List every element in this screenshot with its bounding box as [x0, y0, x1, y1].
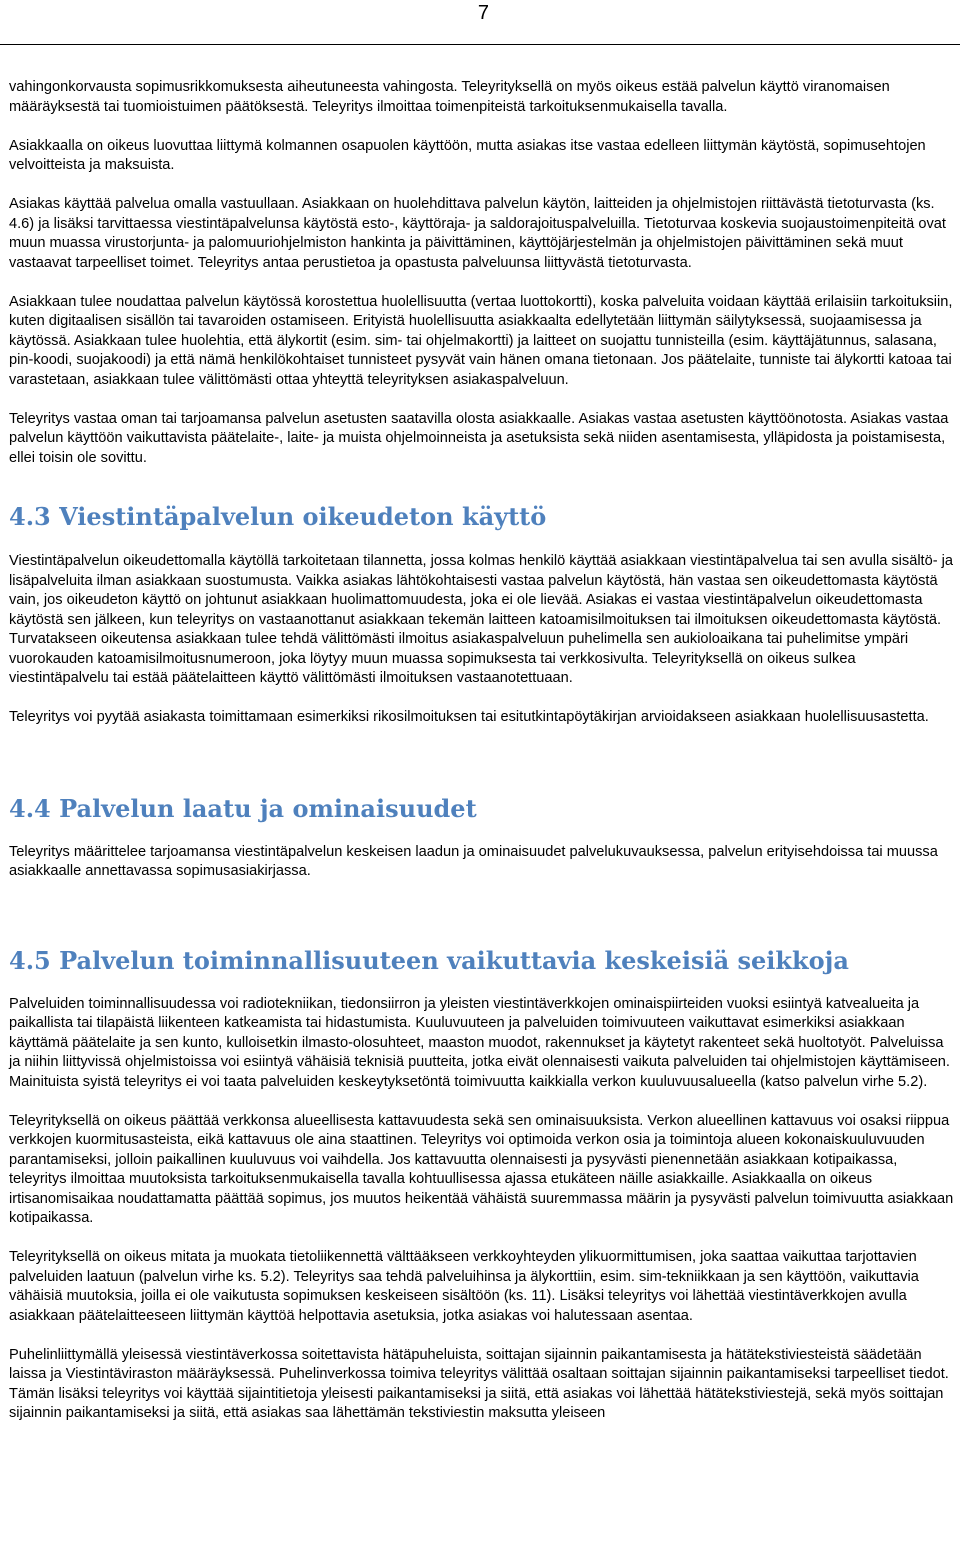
section-heading-4-4: 4.4 Palvelun laatu ja ominaisuudet — [9, 793, 477, 823]
section-heading-4-3: 4.3 Viestintäpalvelun oikeudeton käyttö — [9, 502, 547, 531]
paragraph: vahingonkorvausta sopimusrikkomuksesta aiheutuneesta vahingosta. Teleyrityksellä on myös oikeus estää palvelun käyttö viranomaisen määräyksestä tai tuomioistuimen päätöksestä. Teleyritys ilmoittaa toimenpiteistä tarkoituksenmukaisella tavalla. — [9, 79, 890, 115]
section-heading-4-5: 4.5 Palvelun toiminnallisuuteen vaikuttavia keskeisiä seikkoja — [9, 945, 849, 975]
paragraph: Asiakkaan tulee noudattaa palvelun käytössä korostettua huolellisuutta (vertaa luottokortti), koska palveluita voidaan käyttää erilaisiin tarkoituksiin, kuten digitaalisen sisällön tai tavaroiden ostamiseen. Erityistä huolellisuutta asiakkaalta edellytetään liittymän säilytyksessä, suojaamisessa ja käytössä. Asiakkaan tulee huolehtia, että älykortit (esim. sim- tai ohjelmakortti) ja laitteet on suojattu tunnisteilla (esim. käyttäjätunnus, salasana, pin-koodi, suojakoodi) ja että nämä henkilökohtaiset tunnisteet pysyvät vain hänen omana tietonaan. Jos päätelaite, tunniste tai älykortti katoaa tai varastetaan, asiakkaan tulee välittömästi ottaa yhteyttä teleyrityksen asiakaspalveluun. — [9, 293, 953, 388]
paragraph: Teleyritys voi pyytää asiakasta toimittamaan esimerkiksi rikosilmoituksen tai esitutkintapöytäkirjan arvioidakseen asiakkaan huolellisuusastetta. — [9, 709, 929, 725]
page-number: 7 — [477, 2, 489, 24]
paragraph: Teleyrityksellä on oikeus mitata ja muokata tietoliikennettä välttääkseen verkkoyhteyden ylikuormittumisen, joka saattaa vaikuttaa tarjottavien palveluiden laatuun (palvelun virhe ks. 5.2). Teleyritys saa tehdä palveluihinsa ja älykorttiin, esim. sim-tekniikkaan ja sen käyttöön, vaikuttavia vähäisiä muutoksia, joilla ei ole vaikutusta sopimuksen keskeiseen sisältöön (ks. 11). Lisäksi teleyritys voi lähettää viestintäverkkojen avulla asiakkaan päätelaitteeseen liittymän käyttöä helpottavia asetuksia, jotka asiakas voi halutessaan asentaa. — [9, 1249, 919, 1324]
paragraph: Puhelinliittymällä yleisessä viestintäverkossa soitettavista hätäpuheluista, soittajan sijainnin paikantamisesta ja hätätekstiviesteistä säädetään laissa ja Viestintäviraston määräyksessä. Puhelinverkossa toimiva teleyritys välittää osaltaan soittajan sijainnin paikantamiseksi tarpeelliset tiedot. Tämän lisäksi teleyritys voi käyttää sijaintitietoja yleisesti paikantamiseksi ja siitä, että asiakas voi lähettää hätätekstiviestejä, sekä myös soittajan sijainnin paikantamiseksi ja siitä, että asiakas saa lähettämän tekstiviestin maksutta yleiseen — [9, 1346, 949, 1421]
document-body — [9, 78, 955, 1443]
header-divider — [0, 44, 960, 45]
paragraph: Asiakas käyttää palvelua omalla vastuullaan. Asiakkaan on huolehdittava palvelun käytön, laitteiden ja ohjelmistojen riittävästä tietoturvasta (ks. 4.6) ja lisäksi tarvittaessa viestintäpalvelunsa käytöstä esto-, käyttöraja- ja saldorajoituspalveluilla. Tietoturvaa koskevia suojaustoimenpiteitä ovat muun muassa virustorjunta- ja palomuuriohjelmiston hankinta ja päivittäminen, käyttöjärjestelmän ja ohjelmistojen päivittäminen sekä muut vastaavat tarpeelliset toimet. Teleyritys antaa perustietoa ja opastusta palveluunsa liittyvästä tietoturvasta. — [9, 196, 946, 271]
paragraph: Teleyrityksellä on oikeus päättää verkkonsa alueellisesta kattavuudesta sekä sen ominaisuuksista. Verkon alueellinen kattavuus voi osaksi riippua verkkojen kuormitusasteista, eikä kattavuus ole aina staattinen. Teleyritys voi optimoida verkon osia ja toimintoja alueen kokonaiskuuluvuuden parantamiseksi, jolloin paikallinen kuuluvuus voi vaihdella. Jos kattavuutta olennaisesti ja pysyvästi pienennetään asiakkaan kotipaikassa, teleyritys ilmoittaa muutoksista tarkoituksenmukaisella tavalla kohtuullisessa ajassa etukäteen näille asiakkaille. Asiakkaalla on oikeus irtisanomisaikaa noudattamatta päättää sopimus, jos muutos heikentää vähäistä suuremmassa määrin ja pysyvästi palvelun toimivuutta asiakkaan kotipaikassa. — [9, 1112, 954, 1226]
paragraph: Viestintäpalvelun oikeudettomalla käytöllä tarkoitetaan tilannetta, jossa kolmas henkilö käyttää asiakkaan viestintäpalvelua tai sen avulla sisältö- ja lisäpalveluita ilman asiakkaan suostumusta. Vaikka asiakas lähtökohtaisesti vastaa palvelun käytöstä, hän vastaa sen oikeudettomasta käytöstä vain, jos oikeudeton käyttö on johtunut asiakkaan huolimattomuudesta, joka ei ole lievää. Asiakas ei vastaa viestintäpalvelun oikeudettomasta käytöstä sen jälkeen, kun teleyritys on vastaanottanut asiakkaan tekemän laitteen katoamisilmoituksen tai ilmoituksen oikeudettomasta käytöstä. Turvatakseen oikeutensa asiakkaan tulee tehdä välittömästi ilmoitus asiakaspalveluun puhelimella sen aukioloaikana tai puhelimitse ympäri vuorokauden katoamisilmoitusnumeroon, joka löytyy muun muassa sopimuksesta tai verkkosivulta. Teleyrityksellä on oikeus sulkea viestintäpalvelu tai estää päätelaitteen käyttö välittömästi ilmoituksen vastaanotettuaan. — [9, 553, 954, 686]
paragraph: Palveluiden toiminnallisuudessa voi radiotekniikan, tiedonsiirron ja yleisten viestintäverkkojen ominaispiirteiden vuoksi esiintyä katvealueita ja paikallista tai tilapäistä liikenteen katkeamista tai hidastumista. Kuuluvuuteen ja palveluiden toimivuuteen vaikuttavat esimerkiksi asiakkaan käyttämä päätelaite ja sen kunto, kulloisetkin ilmasto-olosuhteet, maaston muodot, rakennukset ja käytetyt rakenteet sekä huoltotyöt. Palveluissa ja niihin liittyvissä ohjelmistoissa voi esiintyä vähäisiä teknisiä puutteita, jotka eivät olennaisesti vaikuta palveluiden tai ohjelmistojen käyttämiseen. Mainituista syistä teleyritys ei voi taata palveluiden keskeytyksetöntä toimivuutta kaikkialla verkon kuuluvuusalueella (katso palvelun virhe 5.2). — [9, 995, 950, 1090]
paragraph: Teleyritys määrittelee tarjoamansa viestintäpalvelun keskeisen laadun ja ominaisuudet palvelukuvauksessa, palvelun erityisehdoissa tai muussa asiakkaalle annettavassa sopimusasiakirjassa. — [9, 843, 938, 879]
paragraph: Teleyritys vastaa oman tai tarjoamansa palvelun asetusten saatavilla olosta asiakkaalle. Asiakas vastaa asetusten käyttöönotosta. Asiakas vastaa palvelun käyttöön vaikuttavista päätelaite-, laite- ja muista ohjelmoinneista ja asetuksista sekä niiden asentamisesta, ylläpidosta ja poistamisesta, ellei toisin ole sovittu. — [9, 410, 949, 466]
paragraph: Asiakkaalla on oikeus luovuttaa liittymä kolmannen osapuolen käyttöön, mutta asiakas itse vastaa edelleen liittymän käytöstä, sopimusehtojen velvoitteista ja maksuista. — [9, 137, 926, 173]
